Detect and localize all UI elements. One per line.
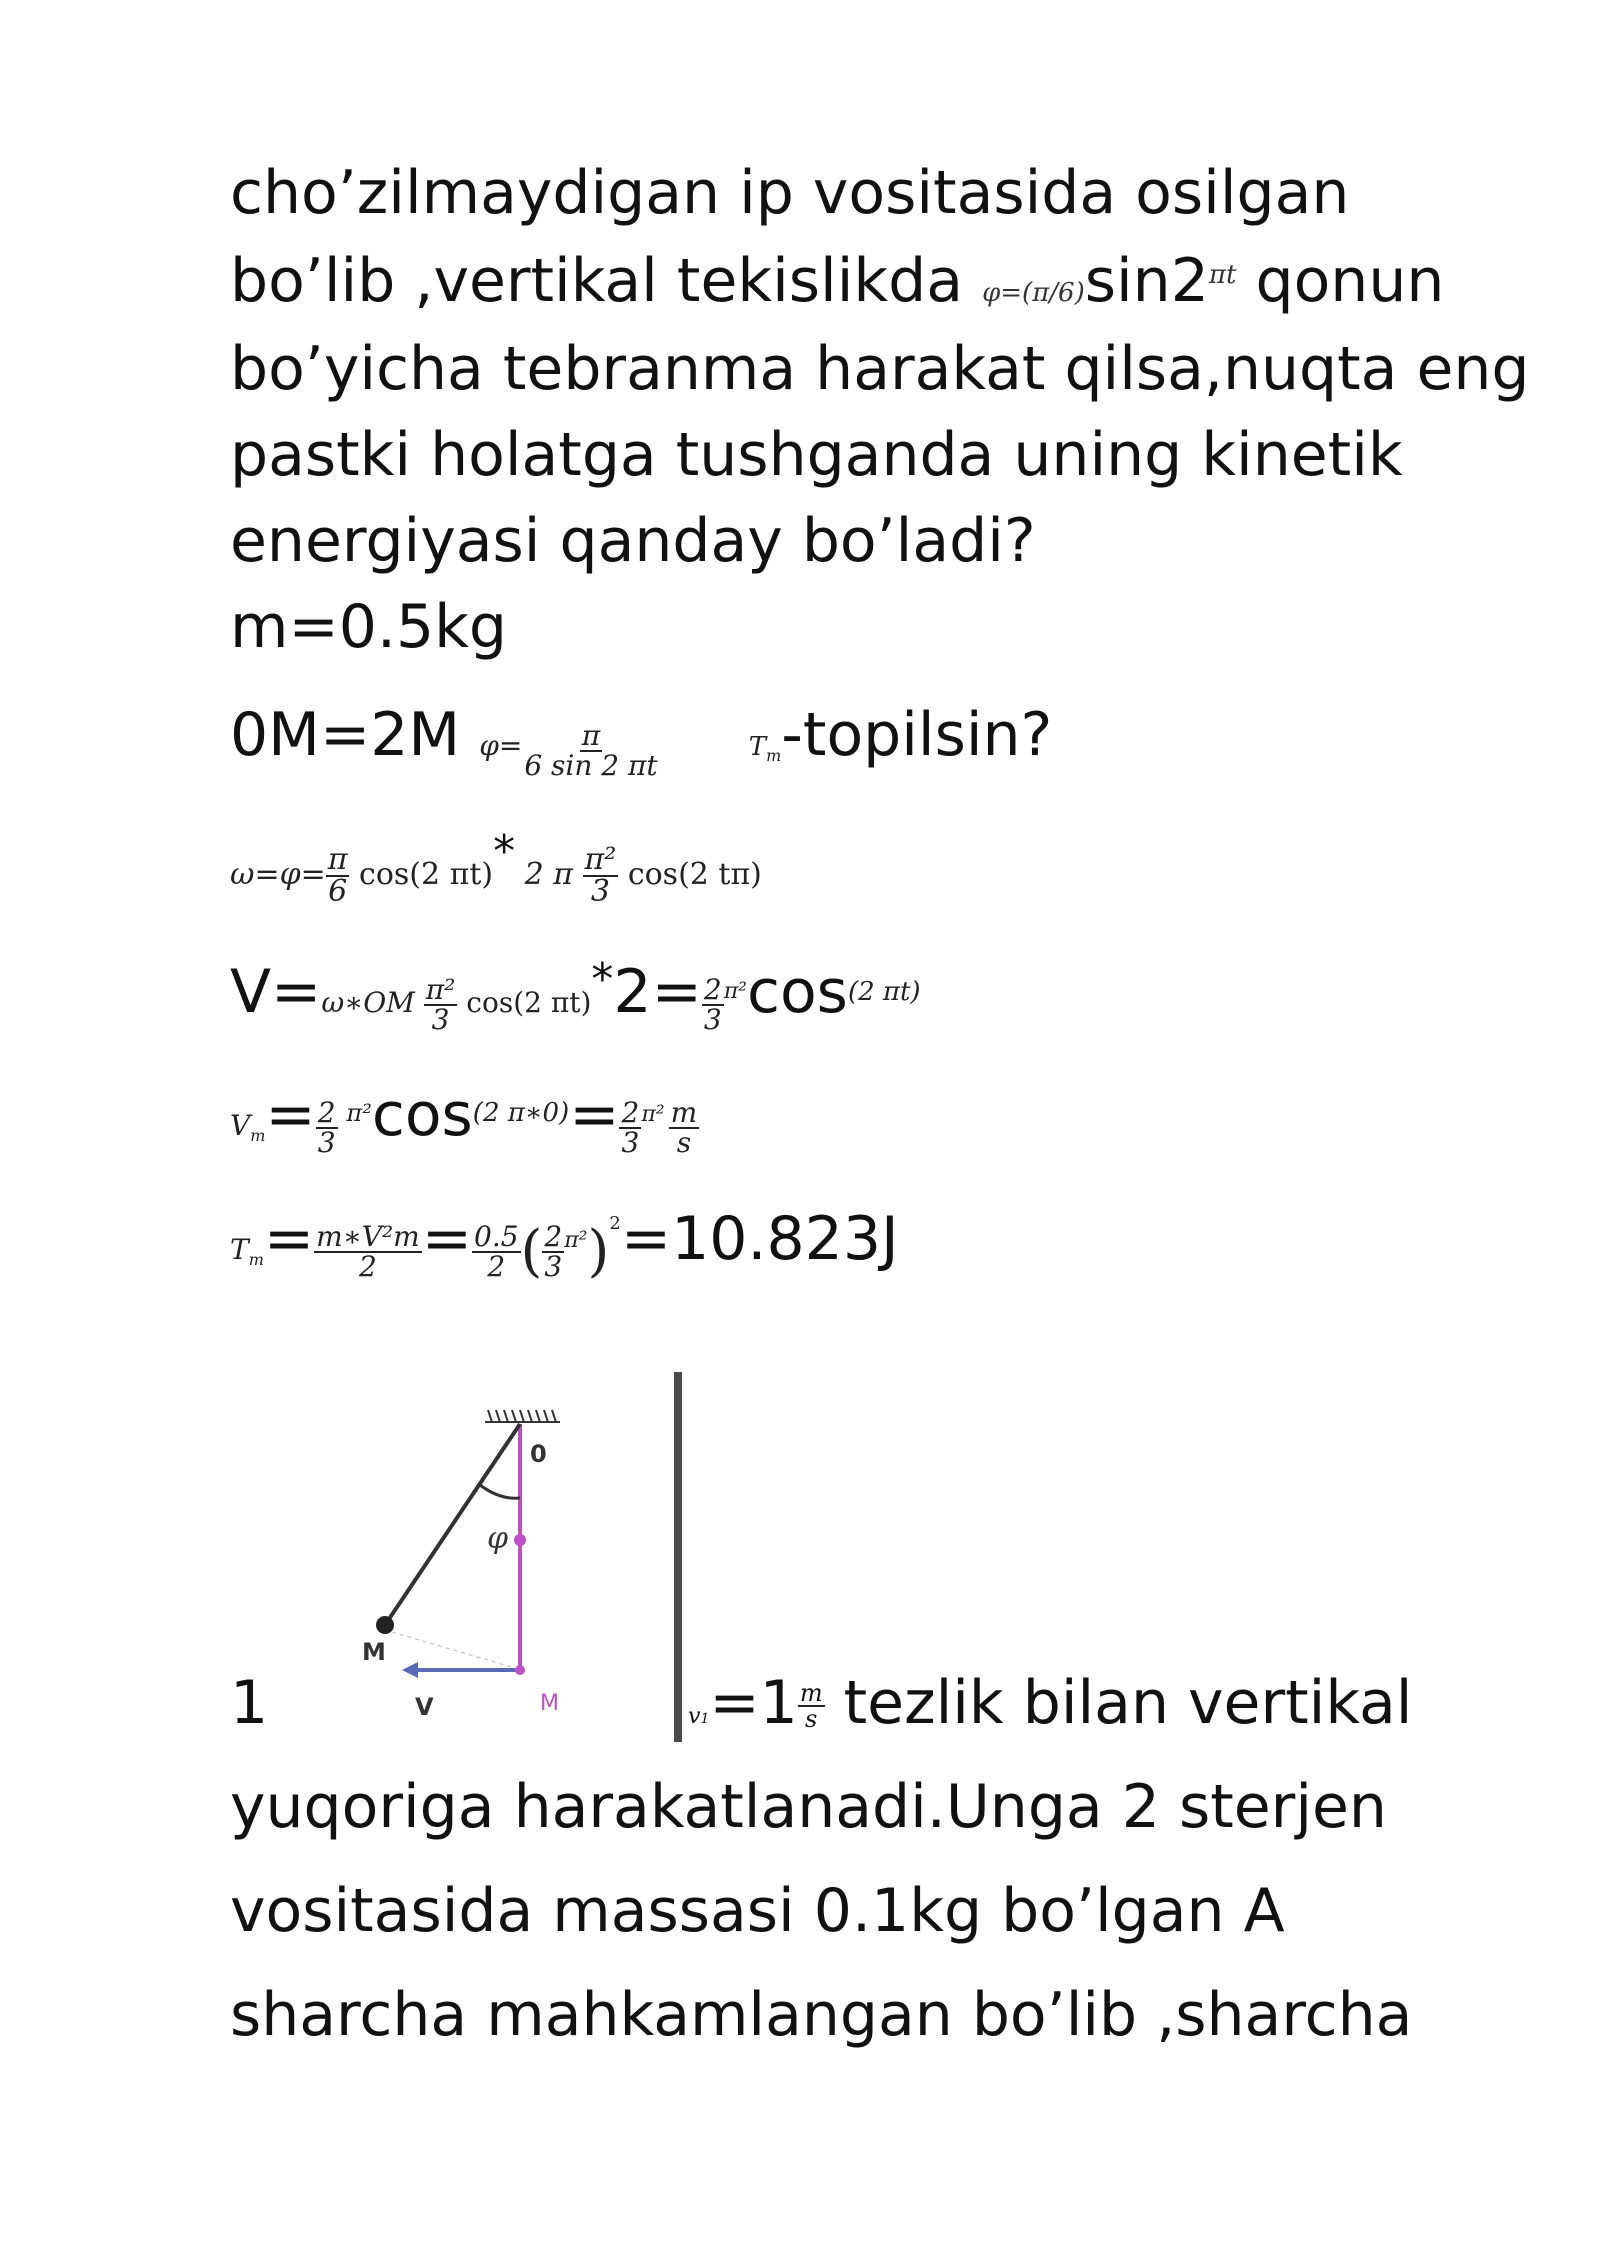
fraction xyxy=(619,1095,641,1159)
ceiling-hatch xyxy=(485,1410,560,1422)
t-symbol: T xyxy=(230,1233,249,1266)
text-line-2-1-start: 1 xyxy=(230,1668,269,1738)
text-segment: tezlik bilan vertikal xyxy=(843,1668,1413,1738)
t-subscript: m xyxy=(248,1250,264,1269)
text-line-1: cho’zilmaydigan ip vositasida osilgan xyxy=(230,158,1350,228)
text-line-2-4: sharcha mahkamlangan bo’lib ,sharcha xyxy=(230,1980,1413,2050)
right-paren: ) xyxy=(587,1219,610,1284)
two-pi: 2 π xyxy=(524,857,573,892)
inline-formula-phi: φ=(π/6) xyxy=(982,278,1085,308)
given-line xyxy=(230,700,1052,780)
omega-equation xyxy=(230,826,762,907)
cos-term: cos(2 tπ) xyxy=(627,857,762,892)
dashed-guide xyxy=(392,1632,515,1668)
eq-one: =1 xyxy=(709,1668,798,1738)
fraction-numerator: π² xyxy=(584,842,617,877)
fraction-numerator: m∗V²m xyxy=(316,1219,420,1253)
fraction xyxy=(326,842,350,909)
fraction xyxy=(424,972,458,1036)
text-line-2-2: yuqoriga harakatlanadi.Unga 2 sterjen xyxy=(230,1772,1387,1842)
cos-big: cos xyxy=(371,1080,473,1150)
phi-label: φ xyxy=(487,1521,509,1556)
fraction-denominator: s xyxy=(676,1125,692,1159)
text-line-2-3: vositasida massasi 0.1kg bo’lgan A xyxy=(230,1876,1285,1946)
cos-argument: (2 πt) xyxy=(847,977,921,1007)
fraction xyxy=(314,1219,422,1283)
pendulum-figure xyxy=(340,1370,600,1740)
m2-label: M xyxy=(540,1691,559,1716)
unit-fraction xyxy=(669,1095,700,1159)
phi-label: φ= xyxy=(479,729,523,762)
v-subscript: m xyxy=(250,1126,266,1145)
phi-fraction xyxy=(522,718,659,782)
om-text: 0M=2M xyxy=(230,700,461,770)
omega-lhs: ω=φ= xyxy=(230,857,326,892)
fraction-denominator: 6 sin 2 πt xyxy=(524,748,658,782)
fraction xyxy=(583,842,619,909)
fraction xyxy=(702,972,724,1036)
fraction-numerator: 2 xyxy=(703,972,722,1006)
star-symbol: * xyxy=(493,826,516,877)
o-label: 0 xyxy=(530,1440,547,1468)
text-segment: qonun xyxy=(1255,246,1445,316)
find-text: -topilsin? xyxy=(781,700,1053,770)
text-line-5: energiyasi qanday bo’ladi? xyxy=(230,506,1036,576)
equals: = xyxy=(421,1204,472,1274)
mid-point xyxy=(514,1534,526,1546)
fraction-denominator: 6 xyxy=(328,874,348,909)
velocity-equation xyxy=(230,954,921,1034)
pendulum-bob xyxy=(376,1616,394,1634)
v-symbol: V xyxy=(230,1109,251,1142)
star-symbol: * xyxy=(591,954,614,1005)
equals: = xyxy=(569,1080,620,1150)
v1-subscript: 1 xyxy=(700,1711,710,1727)
arrow-head xyxy=(402,1662,418,1678)
cos-big: cos xyxy=(746,957,848,1027)
text-segment: sin2 xyxy=(1084,246,1209,316)
exponent: 2 xyxy=(609,1213,621,1234)
cos-term: cos(2 πt) xyxy=(466,986,592,1019)
fraction-denominator: 2 xyxy=(359,1249,377,1283)
text-line-mass: m=0.5kg xyxy=(230,592,507,662)
pi-squared: π² xyxy=(723,979,747,1004)
v-label: V= xyxy=(230,957,322,1027)
text-line-3: bo’yicha tebranma harakat qilsa,nuqta eng xyxy=(230,334,1530,404)
angle-arc xyxy=(480,1485,520,1498)
fraction-denominator: 3 xyxy=(544,1249,563,1283)
bottom-point xyxy=(515,1665,525,1675)
equals: = xyxy=(263,1204,315,1274)
fraction-numerator: π² xyxy=(425,972,456,1006)
fraction-numerator: m xyxy=(670,1095,698,1129)
two-eq: 2= xyxy=(613,957,702,1027)
pi-squared: π² xyxy=(564,1228,588,1253)
fraction-denominator: 2 xyxy=(487,1249,506,1283)
text-line-4: pastki holatga tushganda uning kinetik xyxy=(230,420,1403,490)
unit-fraction xyxy=(798,1679,825,1734)
fraction-numerator: π xyxy=(581,718,601,752)
vertical-bar xyxy=(674,1372,682,1742)
fraction xyxy=(316,1095,338,1159)
fraction xyxy=(472,1219,521,1283)
fraction-numerator: 0.5 xyxy=(474,1219,519,1253)
text-segment: bo’lib ,vertikal tekislikda xyxy=(230,246,963,316)
fraction-denominator: 3 xyxy=(431,1002,450,1036)
fraction-denominator: 3 xyxy=(590,874,610,909)
v1-symbol: v xyxy=(688,1704,701,1729)
pi-squared: π² xyxy=(346,1099,372,1127)
pi-squared: π² xyxy=(641,1102,665,1127)
m-label: M xyxy=(362,1638,386,1666)
v-label: V xyxy=(415,1693,434,1721)
omega-om: ω∗OM xyxy=(321,986,415,1019)
cos-argument: (2 π∗0) xyxy=(472,1098,570,1128)
fraction-numerator: 2 xyxy=(317,1095,336,1129)
fraction-numerator: 2 xyxy=(621,1095,640,1129)
fraction-numerator: 2 xyxy=(544,1219,563,1253)
vm-equation xyxy=(230,1080,699,1157)
fraction-denominator: s xyxy=(805,1705,818,1734)
left-paren: ( xyxy=(520,1219,543,1284)
result: =10.823J xyxy=(620,1204,899,1274)
fraction-numerator: m xyxy=(799,1679,823,1708)
fraction-denominator: 3 xyxy=(317,1125,336,1159)
tm-subscript: m xyxy=(766,746,782,765)
cos-term: cos(2 πt) xyxy=(359,857,494,892)
kinetic-energy-equation xyxy=(230,1204,899,1284)
inline-formula-pit: πt xyxy=(1208,260,1237,290)
fraction xyxy=(542,1219,564,1283)
tm-symbol: T xyxy=(748,732,767,762)
fraction-numerator: π xyxy=(327,842,348,877)
equals: = xyxy=(265,1080,316,1150)
text-line-2-1 xyxy=(688,1668,1412,1738)
fraction-denominator: 3 xyxy=(621,1125,640,1159)
fraction-denominator: 3 xyxy=(703,1002,722,1036)
text-line-2 xyxy=(230,246,1444,316)
